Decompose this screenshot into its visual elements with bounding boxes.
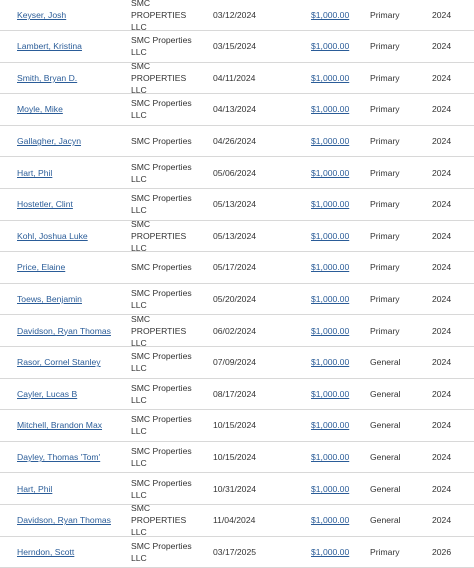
year-cell: 2024 — [432, 157, 470, 188]
table-row — [0, 505, 474, 537]
year-cell: 2024 — [432, 379, 470, 410]
contributor-cell: SMC Properties LLC — [131, 94, 203, 125]
date-cell: 03/12/2024 — [213, 0, 293, 30]
amount-link[interactable]: $1,000.00 — [311, 325, 349, 337]
date-cell: 07/09/2024 — [213, 347, 293, 378]
candidate-link[interactable]: Gallagher, Jacyn — [17, 135, 81, 147]
election-type-cell: General — [370, 379, 426, 410]
table-row — [0, 284, 474, 316]
amount-link[interactable]: $1,000.00 — [311, 230, 349, 242]
table-row — [0, 347, 474, 379]
contributor-cell: SMC Properties LLC — [131, 347, 203, 378]
year-cell: 2026 — [432, 537, 470, 568]
year-cell: 2024 — [432, 347, 470, 378]
table-row — [0, 126, 474, 158]
amount-link[interactable]: $1,000.00 — [311, 167, 349, 179]
candidate-link[interactable]: Davidson, Ryan Thomas — [17, 514, 111, 526]
contributor-cell: SMC PROPERTIES LLC — [131, 505, 203, 536]
amount-link[interactable]: $1,000.00 — [311, 135, 349, 147]
contributor-cell: SMC PROPERTIES LLC — [131, 221, 203, 252]
table-row — [0, 473, 474, 505]
contributor-cell: SMC Properties LLC — [131, 31, 203, 62]
candidate-link[interactable]: Mitchell, Brandon Max — [17, 419, 102, 431]
table-row — [0, 537, 474, 568]
amount-link[interactable]: $1,000.00 — [311, 40, 349, 52]
contributor-cell: SMC PROPERTIES LLC — [131, 315, 203, 346]
election-type-cell: Primary — [370, 0, 426, 30]
contributor-cell: SMC Properties LLC — [131, 410, 203, 441]
table-row — [0, 189, 474, 221]
table-row — [0, 379, 474, 411]
date-cell: 05/06/2024 — [213, 157, 293, 188]
candidate-link[interactable]: Dayley, Thomas 'Tom' — [17, 451, 100, 463]
election-type-cell: Primary — [370, 284, 426, 315]
candidate-link[interactable]: Smith, Bryan D. — [17, 72, 77, 84]
date-cell: 10/31/2024 — [213, 473, 293, 504]
candidate-link[interactable]: Rasor, Cornel Stanley — [17, 356, 101, 368]
year-cell: 2024 — [432, 473, 470, 504]
contributor-cell: SMC Properties LLC — [131, 473, 203, 504]
candidate-link[interactable]: Hart, Phil — [17, 483, 52, 495]
date-cell: 04/13/2024 — [213, 94, 293, 125]
year-cell: 2024 — [432, 442, 470, 473]
candidate-link[interactable]: Moyle, Mike — [17, 103, 63, 115]
date-cell: 10/15/2024 — [213, 442, 293, 473]
amount-link[interactable]: $1,000.00 — [311, 72, 349, 84]
election-type-cell: Primary — [370, 94, 426, 125]
candidate-link[interactable]: Hart, Phil — [17, 167, 52, 179]
election-type-cell: General — [370, 505, 426, 536]
table-row — [0, 315, 474, 347]
candidate-link[interactable]: Cayler, Lucas B — [17, 388, 77, 400]
amount-link[interactable]: $1,000.00 — [311, 261, 349, 273]
amount-link[interactable]: $1,000.00 — [311, 483, 349, 495]
contributor-cell: SMC Properties LLC — [131, 537, 203, 568]
election-type-cell: Primary — [370, 63, 426, 94]
contributor-cell: SMC Properties LLC — [131, 189, 203, 220]
date-cell: 05/13/2024 — [213, 189, 293, 220]
contributor-cell: SMC PROPERTIES LLC — [131, 63, 203, 94]
amount-link[interactable]: $1,000.00 — [311, 514, 349, 526]
election-type-cell: Primary — [370, 252, 426, 283]
date-cell: 10/15/2024 — [213, 410, 293, 441]
amount-link[interactable]: $1,000.00 — [311, 419, 349, 431]
contributor-cell: SMC Properties LLC — [131, 284, 203, 315]
amount-link[interactable]: $1,000.00 — [311, 9, 349, 21]
year-cell: 2024 — [432, 315, 470, 346]
amount-link[interactable]: $1,000.00 — [311, 198, 349, 210]
date-cell: 08/17/2024 — [213, 379, 293, 410]
date-cell: 04/11/2024 — [213, 63, 293, 94]
election-type-cell: Primary — [370, 189, 426, 220]
year-cell: 2024 — [432, 221, 470, 252]
table-row — [0, 442, 474, 474]
candidate-link[interactable]: Price, Elaine — [17, 261, 65, 273]
contributor-cell: SMC Properties LLC — [131, 442, 203, 473]
amount-link[interactable]: $1,000.00 — [311, 356, 349, 368]
table-row — [0, 31, 474, 63]
amount-link[interactable]: $1,000.00 — [311, 293, 349, 305]
candidate-link[interactable]: Kohl, Joshua Luke — [17, 230, 88, 242]
election-type-cell: Primary — [370, 126, 426, 157]
contributor-cell: SMC PROPERTIES LLC — [131, 0, 203, 30]
table-row — [0, 157, 474, 189]
date-cell: 05/13/2024 — [213, 221, 293, 252]
table-row — [0, 221, 474, 253]
amount-link[interactable]: $1,000.00 — [311, 388, 349, 400]
election-type-cell: Primary — [370, 315, 426, 346]
candidate-link[interactable]: Hostetler, Clint — [17, 198, 73, 210]
contributor-cell: SMC Properties LLC — [131, 157, 203, 188]
year-cell: 2024 — [432, 63, 470, 94]
year-cell: 2024 — [432, 0, 470, 30]
election-type-cell: General — [370, 410, 426, 441]
election-type-cell: General — [370, 473, 426, 504]
candidate-link[interactable]: Keyser, Josh — [17, 9, 66, 21]
election-type-cell: General — [370, 347, 426, 378]
year-cell: 2024 — [432, 94, 470, 125]
table-row — [0, 63, 474, 95]
table-row — [0, 410, 474, 442]
election-type-cell: Primary — [370, 221, 426, 252]
table-row — [0, 0, 474, 31]
date-cell: 03/17/2025 — [213, 537, 293, 568]
amount-link[interactable]: $1,000.00 — [311, 451, 349, 463]
amount-link[interactable]: $1,000.00 — [311, 103, 349, 115]
date-cell: 03/15/2024 — [213, 31, 293, 62]
year-cell: 2024 — [432, 505, 470, 536]
election-type-cell: Primary — [370, 537, 426, 568]
year-cell: 2024 — [432, 252, 470, 283]
candidate-link[interactable]: Toews, Benjamin — [17, 293, 82, 305]
election-type-cell: General — [370, 442, 426, 473]
year-cell: 2024 — [432, 284, 470, 315]
date-cell: 05/20/2024 — [213, 284, 293, 315]
table-row — [0, 94, 474, 126]
amount-link[interactable]: $1,000.00 — [311, 546, 349, 558]
year-cell: 2024 — [432, 31, 470, 62]
table-row — [0, 252, 474, 284]
candidate-link[interactable]: Davidson, Ryan Thomas — [17, 325, 111, 337]
year-cell: 2024 — [432, 410, 470, 441]
contributor-cell: SMC Properties — [131, 252, 203, 283]
candidate-link[interactable]: Herndon, Scott — [17, 546, 74, 558]
candidate-link[interactable]: Lambert, Kristina — [17, 40, 82, 52]
date-cell: 04/26/2024 — [213, 126, 293, 157]
year-cell: 2024 — [432, 189, 470, 220]
contributor-cell: SMC Properties — [131, 126, 203, 157]
date-cell: 06/02/2024 — [213, 315, 293, 346]
date-cell: 05/17/2024 — [213, 252, 293, 283]
year-cell: 2024 — [432, 126, 470, 157]
election-type-cell: Primary — [370, 31, 426, 62]
contributor-cell: SMC Properties LLC — [131, 379, 203, 410]
date-cell: 11/04/2024 — [213, 505, 293, 536]
election-type-cell: Primary — [370, 157, 426, 188]
